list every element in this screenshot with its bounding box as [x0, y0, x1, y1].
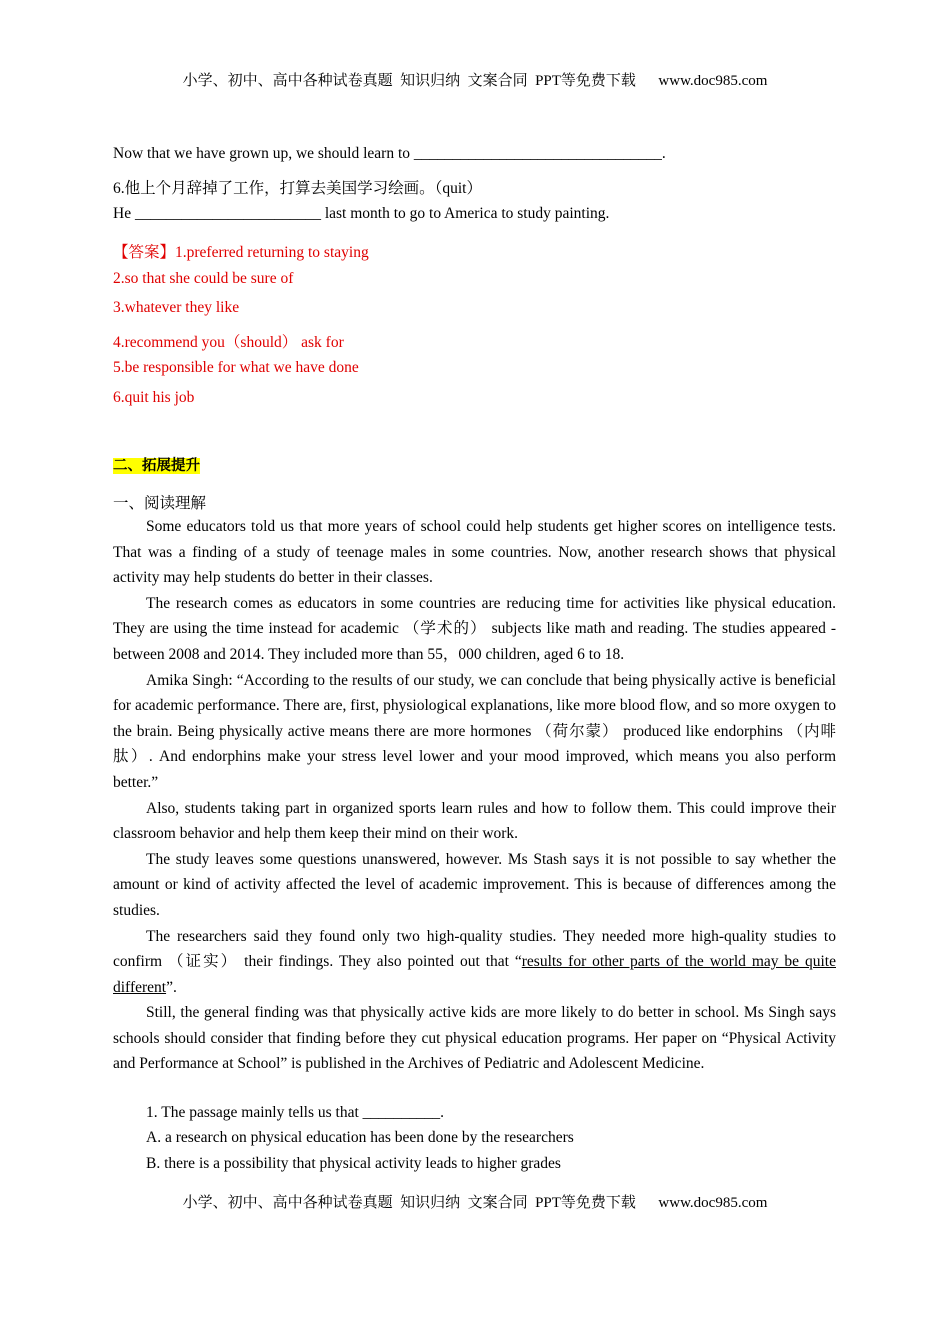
reading-passage [113, 514, 836, 1077]
passage-paragraph-1: Some educators told us that more years of school could help students get higher scores on intelligence tests. That was a finding of a study of teenage males in some countries. Now, another research shows that physical activity may help students do better in their classes. [113, 518, 836, 587]
question-1-stem: 1. The passage mainly tells us that __________. [146, 1104, 445, 1121]
question-1-option-a: A. a research on physical education has been done by the researchers [146, 1129, 574, 1146]
answer-4: 4.recommend you（should） ask for [113, 334, 344, 351]
p6-after: ”. [166, 978, 177, 996]
answer-5: 5.be responsible for what we have done [113, 359, 359, 376]
question-6: 6.他上个月辞掉了工作，打算去美国学习绘画。（quit） [113, 180, 482, 197]
underlined-quote: results for other parts of the world may be quite different [113, 953, 836, 996]
answer-1-text: 1.preferred returning to staying [175, 244, 369, 261]
passage-paragraph-7: Still, the general finding was that physically active kids are more likely to do better in school. Ms Singh says schools should consider that finding before they cut physical education programs. Her paper on “Physical Activity and Performance at School” is published in the Archives of Pediatric and Adolescent Medicine. [113, 1004, 836, 1073]
question-1-option-b: B. there is a possibility that physical activity leads to higher grades [146, 1155, 561, 1172]
answer-6: 6.quit his job [113, 389, 195, 406]
question-6-line: He ________________________ last month to go to America to study painting. [113, 205, 610, 222]
answer-2: 2.so that she could be sure of [113, 270, 294, 287]
section-title-wrap [113, 454, 836, 475]
exercise-line: Now that we have grown up, we should learn to ________________________________. [113, 145, 666, 162]
passage-paragraph-3: Amika Singh: “According to the results of our study, we can conclude that being physically active is beneficial for academic performance. There are, first, physiological explanations, like more blood flow, and so more oxygen to the brain. Being physically active means there are more hormones （荷尔蒙） produced like endorphins （内啡肽）. And endorphins make your stress level lower and your mood improved, which means you also perform better.” [113, 671, 836, 791]
page-footer: 小学、初中、高中各种试卷真题 知识归纳 文案合同 PPT等免费下载 www.doc985.com [182, 1195, 768, 1211]
p6-before: The researchers said they found only two high-quality studies. They needed more high-quality studies to confirm （证实） their findings. They also pointed out that “ [113, 927, 836, 971]
page-header: 小学、初中、高中各种试卷真题 知识归纳 文案合同 PPT等免费下载 www.doc985.com [182, 73, 768, 89]
passage-paragraph-4: Also, students taking part in organized sports learn rules and how to follow them. This could improve their classroom behavior and help them keep their mind on their work. [113, 799, 836, 843]
section-title: 二、拓展提升 [113, 458, 200, 474]
passage-paragraph-6 [113, 924, 836, 1001]
passage-paragraph-2: The research comes as educators in some countries are reducing time for activities like physical education. They are using the time instead for academic （学术的） subjects like math and reading. The studies appeared -between 2008 and 2014. They included more than 55，000 children, aged 6 to 18. [113, 594, 836, 663]
answer-3: 3.whatever they like [113, 299, 240, 316]
answer-1 [113, 240, 836, 262]
section-subtitle: 一、阅读理解 [113, 495, 207, 512]
answer-label: 【答案】 [113, 244, 176, 261]
passage-paragraph-5: The study leaves some questions unanswered, however. Ms Stash says it is not possible to say whether the amount or kind of activity affected the level of academic improvement. This is because of differences among the studies. [113, 850, 836, 919]
